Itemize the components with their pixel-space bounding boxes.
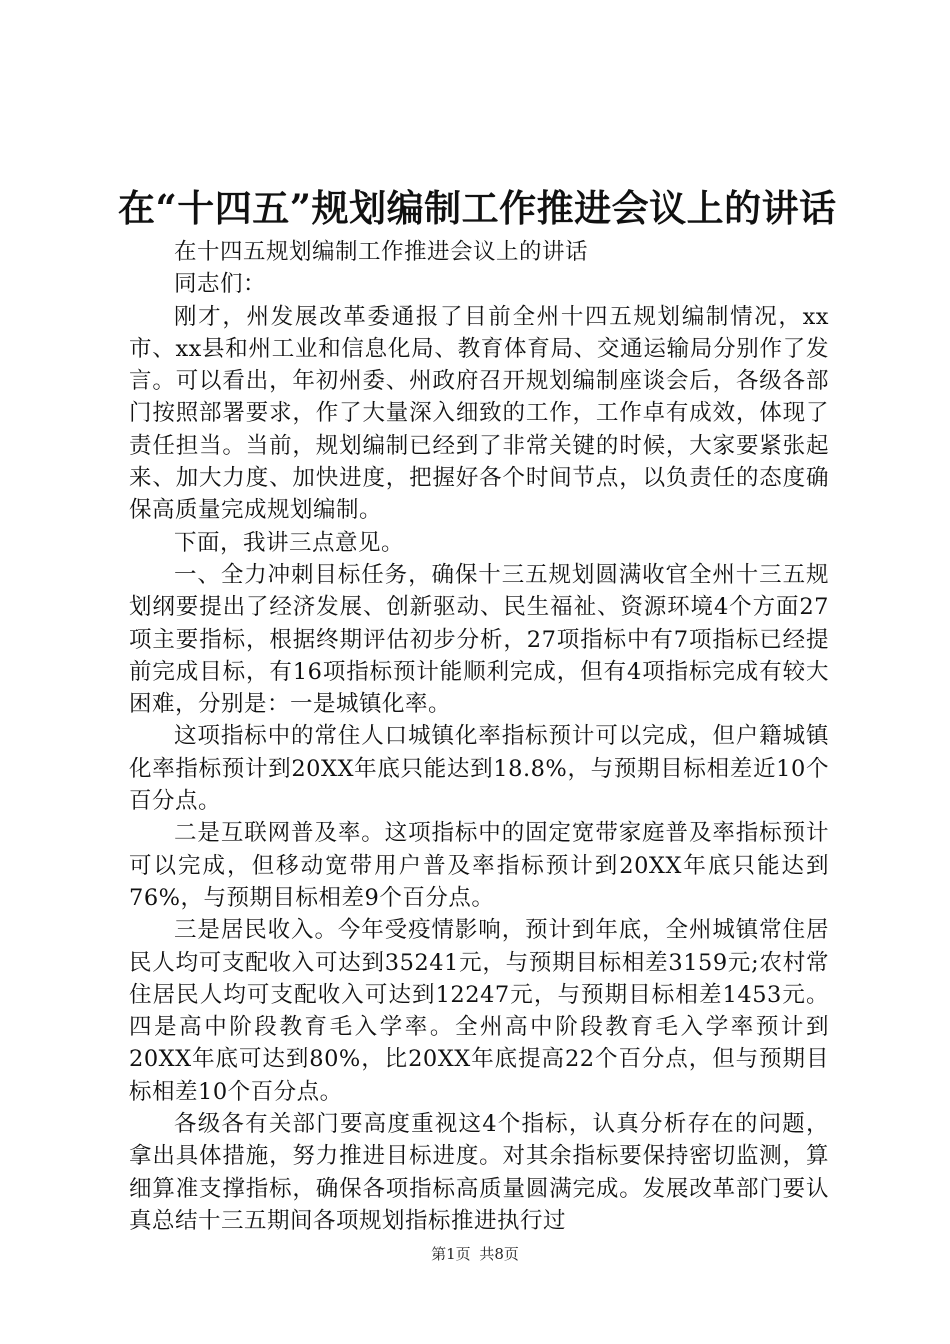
body-paragraph: 下面，我讲三点意见。	[174, 529, 405, 556]
body-paragraph: 这项指标中的常住人口城镇化率指标预计可以完成，但户籍城镇化率指标预计到20XX年底只能达到18.8%，与预期目标相差近10个百分点。	[129, 723, 829, 815]
body-paragraph: 三是居民收入。今年受疫情影响，预计到年底，全州城镇常住居民人均可支配收入可达到35241元，与预期目标相差3159元;农村常住居民人均可支配收入可达到12247元，与预期目标相差1453元。四是高中阶段教育毛入学率。全州高中阶段教育毛入学率预计到20XX年底可达到80%，比20XX年底提高22个百分点，但与预期目标相差10个百分点。	[129, 917, 829, 1105]
page-number: 第1页	[431, 1245, 471, 1263]
page-total: 共8页	[479, 1245, 519, 1263]
salutation-paragraph: 同志们：	[174, 271, 267, 298]
body-paragraph: 刚才，州发展改革委通报了目前全州十四五规划编制情况，xx市、xx县和州工业和信息化局、教育体育局、交通运输局分别作了发言。可以看出，年初州委、州政府召开规划编制座谈会后，各级各部门按照部署要求，作了大量深入细致的工作，工作卓有成效，体现了责任担当。当前，规划编制已经到了非常关键的时候，大家要紧张起来、加大力度、加快进度，把握好各个时间节点，以负责任的态度确保高质量完成规划编制。	[129, 303, 829, 524]
page-footer	[0, 1242, 950, 1266]
body-paragraph: 各级各有关部门要高度重视这4个指标，认真分析存在的问题，拿出具体措施，努力推进目标进度。对其余指标要保持密切监测，算细算准支撑指标，确保各项指标高质量圆满完成。发展改革部门要认真总结十三五期间各项规划指标推进执行过	[129, 1111, 829, 1234]
subtitle-paragraph: 在十四五规划编制工作推进会议上的讲话	[174, 239, 589, 265]
body-paragraph: 一、全力冲刺目标任务，确保十三五规划圆满收官全州十三五规划纲要提出了经济发展、创新驱动、民生福祉、资源环境4个方面27项主要指标，根据终期评估初步分析，27项指标中有7项指标已经提前完成目标，有16项指标预计能顺利完成，但有4项指标完成有较大困难，分别是：一是城镇化率。	[129, 561, 829, 718]
body-paragraph: 二是互联网普及率。这项指标中的固定宽带家庭普及率指标预计可以完成，但移动宽带用户普及率指标预计到20XX年底只能达到76%，与预期目标相差9个百分点。	[129, 820, 829, 911]
document-title: 在“十四五”规划编制工作推进会议上的讲话	[118, 186, 837, 230]
document-body	[129, 236, 829, 1237]
